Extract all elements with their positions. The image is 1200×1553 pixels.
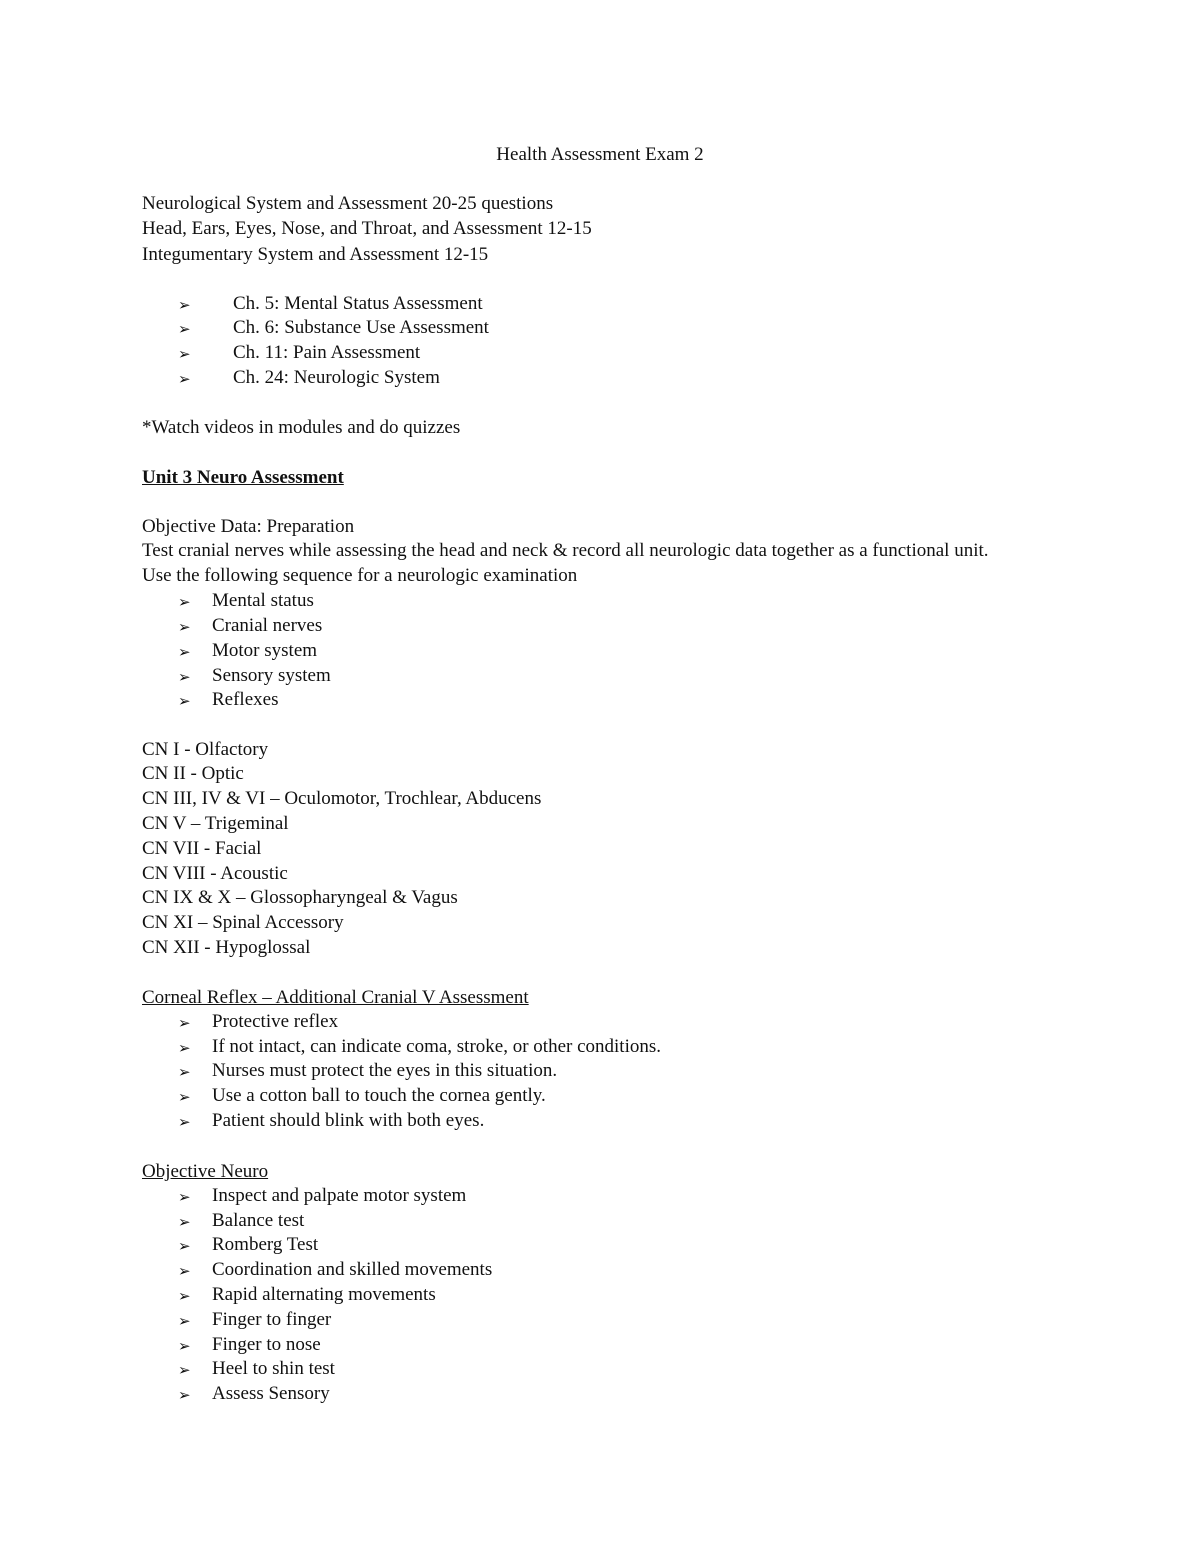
list-item: Ch. 11: Pain Assessment xyxy=(233,342,421,363)
list-item: Assess Sensory xyxy=(212,1383,330,1404)
topic-line: Neurological System and Assessment 20-25 questions xyxy=(142,193,554,214)
bullet-arrow-icon: ➢ xyxy=(178,1361,191,1379)
list-item: Finger to finger xyxy=(212,1309,332,1330)
bullet-arrow-icon: ➢ xyxy=(178,320,191,338)
paragraph-line: Use the following sequence for a neurologic examination xyxy=(142,565,578,586)
bullet-arrow-icon: ➢ xyxy=(178,692,191,710)
cranial-nerve-line: CN VIII - Acoustic xyxy=(142,863,288,884)
list-item: Rapid alternating movements xyxy=(212,1284,436,1305)
cranial-nerve-line: CN V – Trigeminal xyxy=(142,813,289,834)
list-item: Heel to shin test xyxy=(212,1358,335,1379)
list-item: Balance test xyxy=(212,1210,305,1231)
bullet-arrow-icon: ➢ xyxy=(178,1262,191,1280)
cranial-nerve-line: CN XI – Spinal Accessory xyxy=(142,912,344,933)
bullet-arrow-icon: ➢ xyxy=(178,370,191,388)
list-item: Cranial nerves xyxy=(212,615,323,636)
bullet-arrow-icon: ➢ xyxy=(178,643,191,661)
bullet-arrow-icon: ➢ xyxy=(178,296,191,314)
cranial-nerve-line: CN IX & X – Glossopharyngeal & Vagus xyxy=(142,887,458,908)
objective-neuro-heading: Objective Neuro xyxy=(142,1161,269,1182)
document-title: Health Assessment Exam 2 xyxy=(496,144,704,165)
list-item: Ch. 5: Mental Status Assessment xyxy=(233,293,483,314)
bullet-arrow-icon: ➢ xyxy=(178,1014,191,1032)
list-item: Ch. 24: Neurologic System xyxy=(233,367,440,388)
cranial-nerve-line: CN I - Olfactory xyxy=(142,739,269,760)
bullet-arrow-icon: ➢ xyxy=(178,1188,191,1206)
bullet-arrow-icon: ➢ xyxy=(178,345,191,363)
list-item: Coordination and skilled movements xyxy=(212,1259,493,1280)
list-item: Mental status xyxy=(212,590,314,611)
list-item: Finger to nose xyxy=(212,1334,321,1355)
bullet-arrow-icon: ➢ xyxy=(178,1237,191,1255)
list-item: Ch. 6: Substance Use Assessment xyxy=(233,317,489,338)
bullet-arrow-icon: ➢ xyxy=(178,1287,191,1305)
section-title: Objective Data: Preparation xyxy=(142,516,355,537)
bullet-arrow-icon: ➢ xyxy=(178,668,191,686)
list-item: Romberg Test xyxy=(212,1234,319,1255)
list-item: Motor system xyxy=(212,640,318,661)
topic-line: Integumentary System and Assessment 12-15 xyxy=(142,244,489,265)
corneal-reflex-heading: Corneal Reflex – Additional Cranial V Assessment xyxy=(142,987,529,1008)
bullet-arrow-icon: ➢ xyxy=(178,1039,191,1057)
bullet-arrow-icon: ➢ xyxy=(178,1386,191,1404)
paragraph-line: Test cranial nerves while assessing the head and neck & record all neurologic data together as a functional unit. xyxy=(142,540,989,561)
bullet-arrow-icon: ➢ xyxy=(178,1088,191,1106)
bullet-arrow-icon: ➢ xyxy=(178,1113,191,1131)
list-item: Use a cotton ball to touch the cornea gently. xyxy=(212,1085,546,1106)
study-note: *Watch videos in modules and do quizzes xyxy=(142,417,461,438)
cranial-nerve-line: CN VII - Facial xyxy=(142,838,262,859)
cranial-nerve-line: CN III, IV & VI – Oculomotor, Trochlear, Abducens xyxy=(142,788,542,809)
list-item: Protective reflex xyxy=(212,1011,339,1032)
bullet-arrow-icon: ➢ xyxy=(178,1063,191,1081)
list-item: Nurses must protect the eyes in this situation. xyxy=(212,1060,558,1081)
bullet-arrow-icon: ➢ xyxy=(178,1213,191,1231)
list-item: Sensory system xyxy=(212,665,331,686)
bullet-arrow-icon: ➢ xyxy=(178,1312,191,1330)
cranial-nerve-line: CN XII - Hypoglossal xyxy=(142,937,311,958)
cranial-nerve-line: CN II - Optic xyxy=(142,763,244,784)
list-item: Inspect and palpate motor system xyxy=(212,1185,467,1206)
list-item: Patient should blink with both eyes. xyxy=(212,1110,485,1131)
bullet-arrow-icon: ➢ xyxy=(178,593,191,611)
list-item: Reflexes xyxy=(212,689,279,710)
bullet-arrow-icon: ➢ xyxy=(178,1337,191,1355)
list-item: If not intact, can indicate coma, stroke, or other conditions. xyxy=(212,1036,661,1057)
unit-heading: Unit 3 Neuro Assessment xyxy=(142,467,344,488)
bullet-arrow-icon: ➢ xyxy=(178,618,191,636)
topic-line: Head, Ears, Eyes, Nose, and Throat, and Assessment 12-15 xyxy=(142,218,592,239)
